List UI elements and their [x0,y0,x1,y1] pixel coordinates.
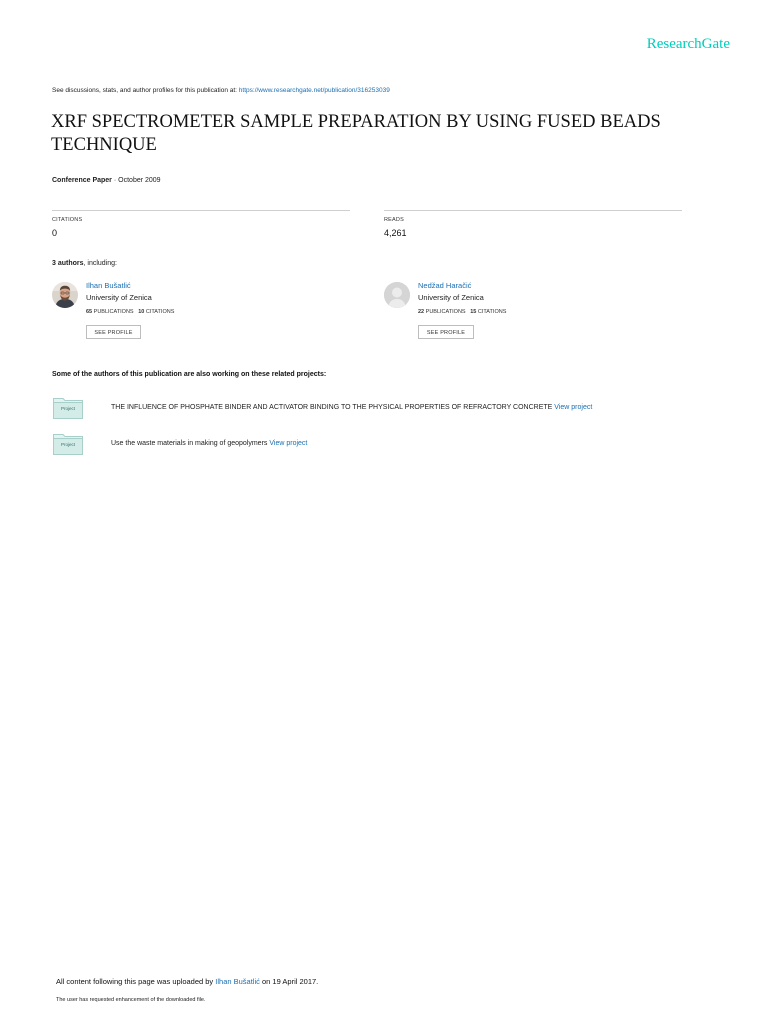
see-discussions-line [52,87,390,94]
upload-suffix: on 19 April 2017. [259,977,319,986]
author-citations-count-1: 10 [138,309,145,315]
citations-value: 0 [52,228,58,238]
researchgate-logo[interactable]: ResearchGate [646,36,730,52]
see-discussions-text: See discussions, stats, and author profiles for this publication at: [52,87,239,94]
uploader-link[interactable]: Ilhan Bušatlić [215,977,260,986]
author-institution-2: University of Zenica [418,293,484,302]
author-avatar-photo[interactable] [52,282,78,308]
upload-note [56,977,318,986]
see-profile-button-1[interactable]: SEE PROFILE [86,325,141,339]
author-institution-1: University of Zenica [86,293,152,302]
author-photo-icon [52,282,78,308]
author-name-2[interactable]: Nedžad Haračić [418,281,472,290]
publication-date: October 2009 [118,177,161,184]
publication-type: Conference Paper [52,177,112,184]
authors-heading [52,260,117,267]
publication-title [51,111,691,157]
author-publications-label-2: PUBLICATIONS [425,309,466,315]
author-name-1[interactable]: Ilhan Bušatlić [86,281,131,290]
related-project-title-2: Use the waste materials in making of geopolymers [111,440,268,447]
user-placeholder-icon [384,282,410,308]
title-line-2: TECHNIQUE [51,135,157,155]
author-stats-2 [418,309,506,315]
related-project-1 [111,404,592,411]
project-icon-label-2: Project [60,442,75,447]
reads-label: READS [384,217,404,223]
author-publications-count-2: 22 [418,309,425,315]
author-avatar-placeholder[interactable] [384,282,410,308]
author-publications-label-1: PUBLICATIONS [93,309,134,315]
see-profile-button-2[interactable]: SEE PROFILE [418,325,474,339]
related-project-2 [111,440,307,447]
related-project-title-1: THE INFLUENCE OF PHOSPHATE BINDER AND ACTIVATOR BINDING TO THE PHYSICAL PROPERTIES OF REFRACTORY CONCRETE [111,404,553,411]
authors-count: 3 authors [52,260,84,267]
project-folder-icon[interactable] [52,396,84,420]
upload-prefix: All content following this page was uploaded by [56,977,216,986]
authors-including: , including: [83,260,117,267]
enhancement-note: The user has requested enhancement of the downloaded file. [56,997,206,1003]
author-stats-1 [86,309,174,315]
project-folder-icon-2[interactable] [52,432,84,456]
author-citations-label-1: CITATIONS [145,309,175,315]
author-publications-count-1: 65 [86,309,93,315]
title-line-1: XRF SPECTROMETER SAMPLE PREPARATION BY USING FUSED BEADS [51,112,661,132]
citations-label: CITATIONS [52,217,83,223]
project-icon-label-1: Project [60,406,75,411]
reads-divider [384,210,682,211]
view-project-link-2[interactable]: View project [269,440,308,447]
reads-value: 4,261 [384,228,407,238]
meta-separator: · [111,177,119,184]
related-projects-heading: Some of the authors of this publication are also working on these related projects: [52,371,327,378]
author-citations-label-2: CITATIONS [477,309,507,315]
citations-divider [52,210,350,211]
publication-url-link[interactable]: https://www.researchgate.net/publication/316253039 [238,87,390,94]
view-project-link-1[interactable]: View project [554,404,593,411]
publication-meta [52,177,161,184]
author-citations-count-2: 15 [470,309,477,315]
